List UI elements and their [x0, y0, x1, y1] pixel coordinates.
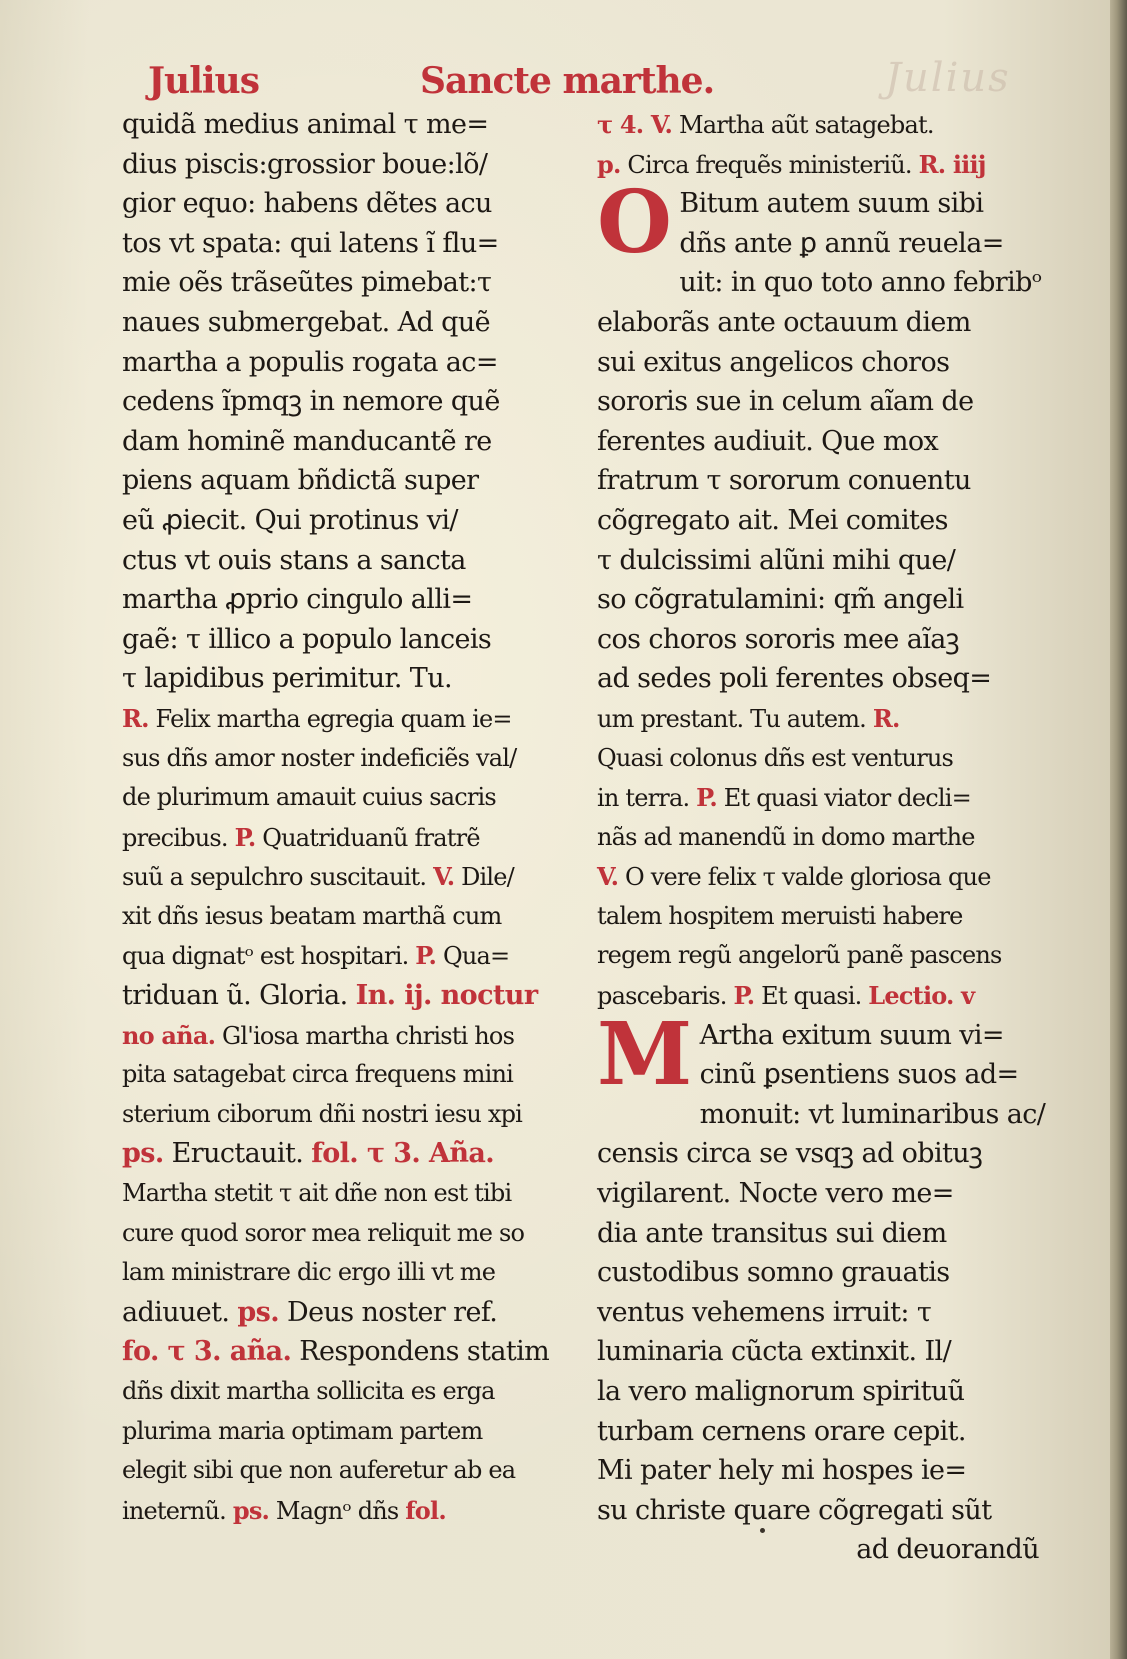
text-line — [597, 541, 1047, 581]
text-run: lam ministrare dic ergo illi vt me — [122, 1258, 496, 1287]
text-run: turbam cernens orare cepit. — [597, 1415, 966, 1447]
text-run: Artha exitum suum vi= — [699, 1019, 1004, 1051]
text-line — [597, 1293, 1047, 1333]
text-run: Deus noster ref. — [279, 1296, 498, 1328]
text-line — [122, 105, 577, 145]
text-run: Martha aũt satagebat. — [672, 111, 934, 139]
rubric-text: no aña. — [122, 1020, 216, 1050]
text-run: uit: in quo toto anno febribᵒ — [679, 267, 1042, 299]
text-line — [122, 897, 577, 937]
text-line — [597, 1451, 1047, 1491]
text-run: sororis sue in celum aĩam de — [597, 386, 974, 418]
text-run: dam hominẽ manducantẽ re — [122, 425, 492, 457]
rubric-text: In. ij. noctur — [355, 980, 538, 1012]
rubricated-initial: O — [597, 172, 672, 274]
text-line — [122, 818, 577, 858]
text-run: Qua= — [436, 942, 510, 971]
text-line — [122, 936, 577, 976]
text-line — [597, 1174, 1047, 1214]
text-line — [122, 857, 577, 897]
rubric-text: V. — [597, 862, 619, 892]
text-run: Martha stetit τ ait dñe non est tibi — [122, 1179, 512, 1208]
right-text-column — [597, 105, 1047, 1570]
text-run: quidã medius animal τ me= — [122, 109, 489, 140]
text-run: monuit: vt luminaribus ac/ — [699, 1098, 1046, 1130]
text-line — [597, 659, 1047, 699]
text-run: Circa frequẽs ministeriũ. — [620, 150, 919, 179]
rubric-text: ps. — [237, 1296, 280, 1328]
running-header-month: Julius — [148, 60, 259, 102]
text-line — [597, 501, 1047, 541]
text-run: nãs ad manendũ in domo marthe — [597, 822, 975, 851]
text-line — [122, 1253, 577, 1293]
text-run: cinũ ꝑsentiens suos ad= — [699, 1059, 1019, 1091]
text-line — [597, 620, 1047, 660]
text-run: xit dñs iesus beatam marthã cum — [122, 901, 502, 930]
rubric-text: ps. — [122, 1138, 164, 1170]
text-run: Quatriduanũ fratrẽ — [255, 823, 480, 852]
text-run: Quasi colonus dñs est venturus — [597, 743, 954, 772]
text-line — [597, 303, 1047, 343]
text-run: gior equo: habens dẽtes acu — [122, 188, 492, 220]
text-line — [597, 976, 1047, 1016]
text-run: cedens ĩpmqꝫ in nemore quẽ — [122, 386, 500, 418]
text-run: Dile/ — [454, 863, 514, 892]
text-line — [122, 580, 577, 620]
rubric-text: fo. τ 3. aña. — [122, 1336, 292, 1368]
text-run: in terra. — [597, 784, 697, 813]
text-line — [597, 1412, 1047, 1452]
left-text-column — [122, 105, 577, 1530]
text-run: suũ a sepulchro suscitauit. — [122, 863, 434, 892]
text-line — [122, 541, 577, 581]
text-line — [597, 1332, 1047, 1372]
text-run: Respondens statim — [291, 1336, 550, 1368]
text-line — [597, 739, 1047, 779]
text-run: tos vt spata: qui latens ĩ flu= — [122, 227, 499, 259]
text-line — [122, 224, 577, 264]
text-run: Magnᵒ dñs — [269, 1496, 406, 1525]
page-edge-shadow — [1110, 0, 1127, 1659]
text-run: talem hospitem meruisti habere — [597, 901, 963, 930]
text-run: qua dignatᵒ est hospitari. — [122, 942, 416, 971]
text-run: su christe quare cõgregati sũt — [597, 1494, 992, 1526]
rubric-text: P. — [234, 822, 256, 852]
text-run: Gl'iosa martha christi hos — [215, 1021, 515, 1050]
text-line — [122, 1095, 577, 1135]
text-line — [122, 1451, 577, 1491]
text-line — [122, 620, 577, 660]
text-run: ctus vt ouis stans a sancta — [122, 544, 466, 576]
text-run: cos choros sororis mee aĩaꝫ — [597, 623, 960, 655]
text-run: elegit sibi que non auferetur ab ea — [122, 1456, 516, 1485]
text-line — [597, 1530, 1047, 1570]
text-line — [597, 778, 1047, 818]
text-line — [122, 659, 577, 699]
text-run: τ dulcissimi alũni mihi que/ — [597, 544, 956, 576]
rubric-text: fol. — [405, 1495, 446, 1525]
rubric-text: P. — [733, 981, 755, 1011]
text-run: fratrum τ sororum conuentu — [597, 465, 971, 497]
text-run: vigilarent. Nocte vero me= — [597, 1178, 954, 1210]
text-line — [122, 263, 577, 303]
text-run: so cõgratulamini: qm̃ angeli — [597, 584, 964, 616]
bleed-through-text: Julius — [885, 55, 1011, 101]
text-run: cõgregato ait. Mei comites — [597, 504, 948, 536]
text-run: cure quod soror mea reliquit me so — [122, 1218, 525, 1247]
text-line — [122, 422, 577, 462]
text-run: ferentes audiuit. Que mox — [597, 425, 939, 457]
text-line — [597, 936, 1047, 976]
text-run: sterium ciborum dñi nostri iesu xpi — [122, 1099, 523, 1128]
text-line — [122, 303, 577, 343]
rubric-text: P. — [696, 783, 717, 813]
text-run: regem regũ angelorũ panẽ pascens — [597, 941, 1002, 970]
text-line — [122, 501, 577, 541]
rubric-text: p. — [597, 149, 621, 179]
text-line — [597, 1372, 1047, 1412]
text-run: ventus vehemens irruit: τ — [597, 1296, 932, 1328]
rubric-text: ps. — [232, 1495, 270, 1525]
text-line — [122, 1491, 577, 1531]
text-line — [122, 1055, 577, 1095]
text-run: pita satagebat circa frequens mini — [122, 1060, 514, 1089]
text-line — [597, 343, 1047, 383]
text-line — [597, 1491, 1047, 1531]
text-run: um prestant. Tu autem. — [597, 704, 873, 733]
text-line — [122, 778, 577, 818]
text-run: martha ꝓprio cingulo alli= — [122, 584, 473, 616]
text-run: naues submergebat. Ad quẽ — [122, 306, 490, 338]
text-run: sus dñs amor noster indeficiẽs val/ — [122, 743, 517, 772]
text-run: Felix martha egregia quam ie= — [148, 704, 512, 733]
text-line — [597, 818, 1047, 858]
text-run: sui exitus angelicos choros — [597, 346, 950, 378]
text-run: censis circa se vsqꝫ ad obituꝫ — [597, 1138, 983, 1170]
running-header-title: Sancte marthe. — [420, 60, 715, 102]
text-line — [122, 1016, 577, 1056]
text-line — [597, 1134, 1047, 1174]
text-run: piens aquam bñdictã super — [122, 465, 479, 497]
text-run: Et quasi viator decli= — [716, 784, 971, 813]
rubric-text: R. — [122, 703, 149, 733]
rubric-text: R. — [872, 703, 900, 733]
text-line — [122, 976, 577, 1016]
text-line — [122, 184, 577, 224]
text-run: custodibus somno grauatis — [597, 1257, 950, 1289]
text-run: precibus. — [122, 823, 235, 852]
text-run: ad deuorandũ — [856, 1534, 1039, 1566]
rubric-text: τ 4. V. — [597, 110, 673, 139]
text-run: dius piscis:grossior boue:lõ/ — [122, 148, 488, 180]
text-line — [122, 343, 577, 383]
text-line — [597, 105, 1047, 145]
text-run: la vero malignorum spirituũ — [597, 1376, 965, 1407]
text-line — [597, 580, 1047, 620]
rubric-text: fol. τ 3. Aña. — [311, 1138, 495, 1170]
text-line — [597, 857, 1047, 897]
text-line — [597, 382, 1047, 422]
text-run: τ lapidibus perimitur. Tu. — [122, 663, 452, 695]
text-run: dñs ante ꝑ annũ reuela= — [679, 227, 1004, 259]
text-run: Et quasi. — [754, 982, 869, 1011]
text-run: Bitum autem suum sibi — [679, 188, 984, 220]
rubric-text: V. — [433, 862, 455, 892]
text-line — [597, 699, 1047, 739]
text-line — [122, 1134, 577, 1174]
text-run: ad sedes poli ferentes obseq= — [597, 663, 992, 695]
text-run: pascebaris. — [597, 982, 734, 1011]
text-run: adiuuet. — [122, 1296, 238, 1328]
text-line — [597, 897, 1047, 937]
text-line — [122, 461, 577, 501]
text-run: eũ ꝓiecit. Qui protinus vi/ — [122, 504, 458, 536]
text-run: mie oẽs trãseũtes pimebat:τ — [122, 267, 492, 299]
text-line — [122, 699, 577, 739]
ink-speck — [760, 1528, 765, 1533]
rubric-text: P. — [415, 941, 437, 971]
text-run: ineternũ. — [122, 1496, 233, 1525]
rubricated-initial: M — [597, 1003, 692, 1105]
text-line — [122, 1214, 577, 1254]
text-run: Eructauit. — [163, 1138, 312, 1170]
text-run: triduan ũ. Gloria. — [122, 980, 356, 1012]
text-run: de plurimum amauit cuius sacris — [122, 783, 496, 812]
text-line — [122, 1332, 577, 1372]
text-run: Mi pater hely mi hospes ie= — [597, 1455, 967, 1487]
text-line — [597, 422, 1047, 462]
text-line — [122, 1293, 577, 1333]
text-run: luminaria cũcta extinxit. Il/ — [597, 1336, 952, 1368]
text-line — [122, 1372, 577, 1412]
text-run: gaẽ: τ illico a populo lanceis — [122, 623, 492, 655]
text-line — [122, 145, 577, 185]
text-line — [122, 1174, 577, 1214]
text-line — [597, 461, 1047, 501]
text-line — [597, 1214, 1047, 1254]
text-line — [597, 1253, 1047, 1293]
text-run: elaborãs ante octauum diem — [597, 306, 971, 338]
text-run: plurima maria optimam partem — [122, 1416, 483, 1445]
text-line — [122, 739, 577, 779]
rubric-text: R. iiij — [918, 149, 986, 179]
text-line — [597, 145, 1047, 185]
text-line — [122, 1412, 577, 1452]
text-run: dñs dixit martha sollicita es erga — [122, 1377, 495, 1405]
text-run: martha a populis rogata ac= — [122, 346, 498, 378]
text-run: O vere felix τ valde gloriosa que — [618, 863, 991, 892]
text-run: dia ante transitus sui diem — [597, 1217, 947, 1249]
text-line — [122, 382, 577, 422]
rubric-text: Lectio. v — [868, 981, 975, 1011]
